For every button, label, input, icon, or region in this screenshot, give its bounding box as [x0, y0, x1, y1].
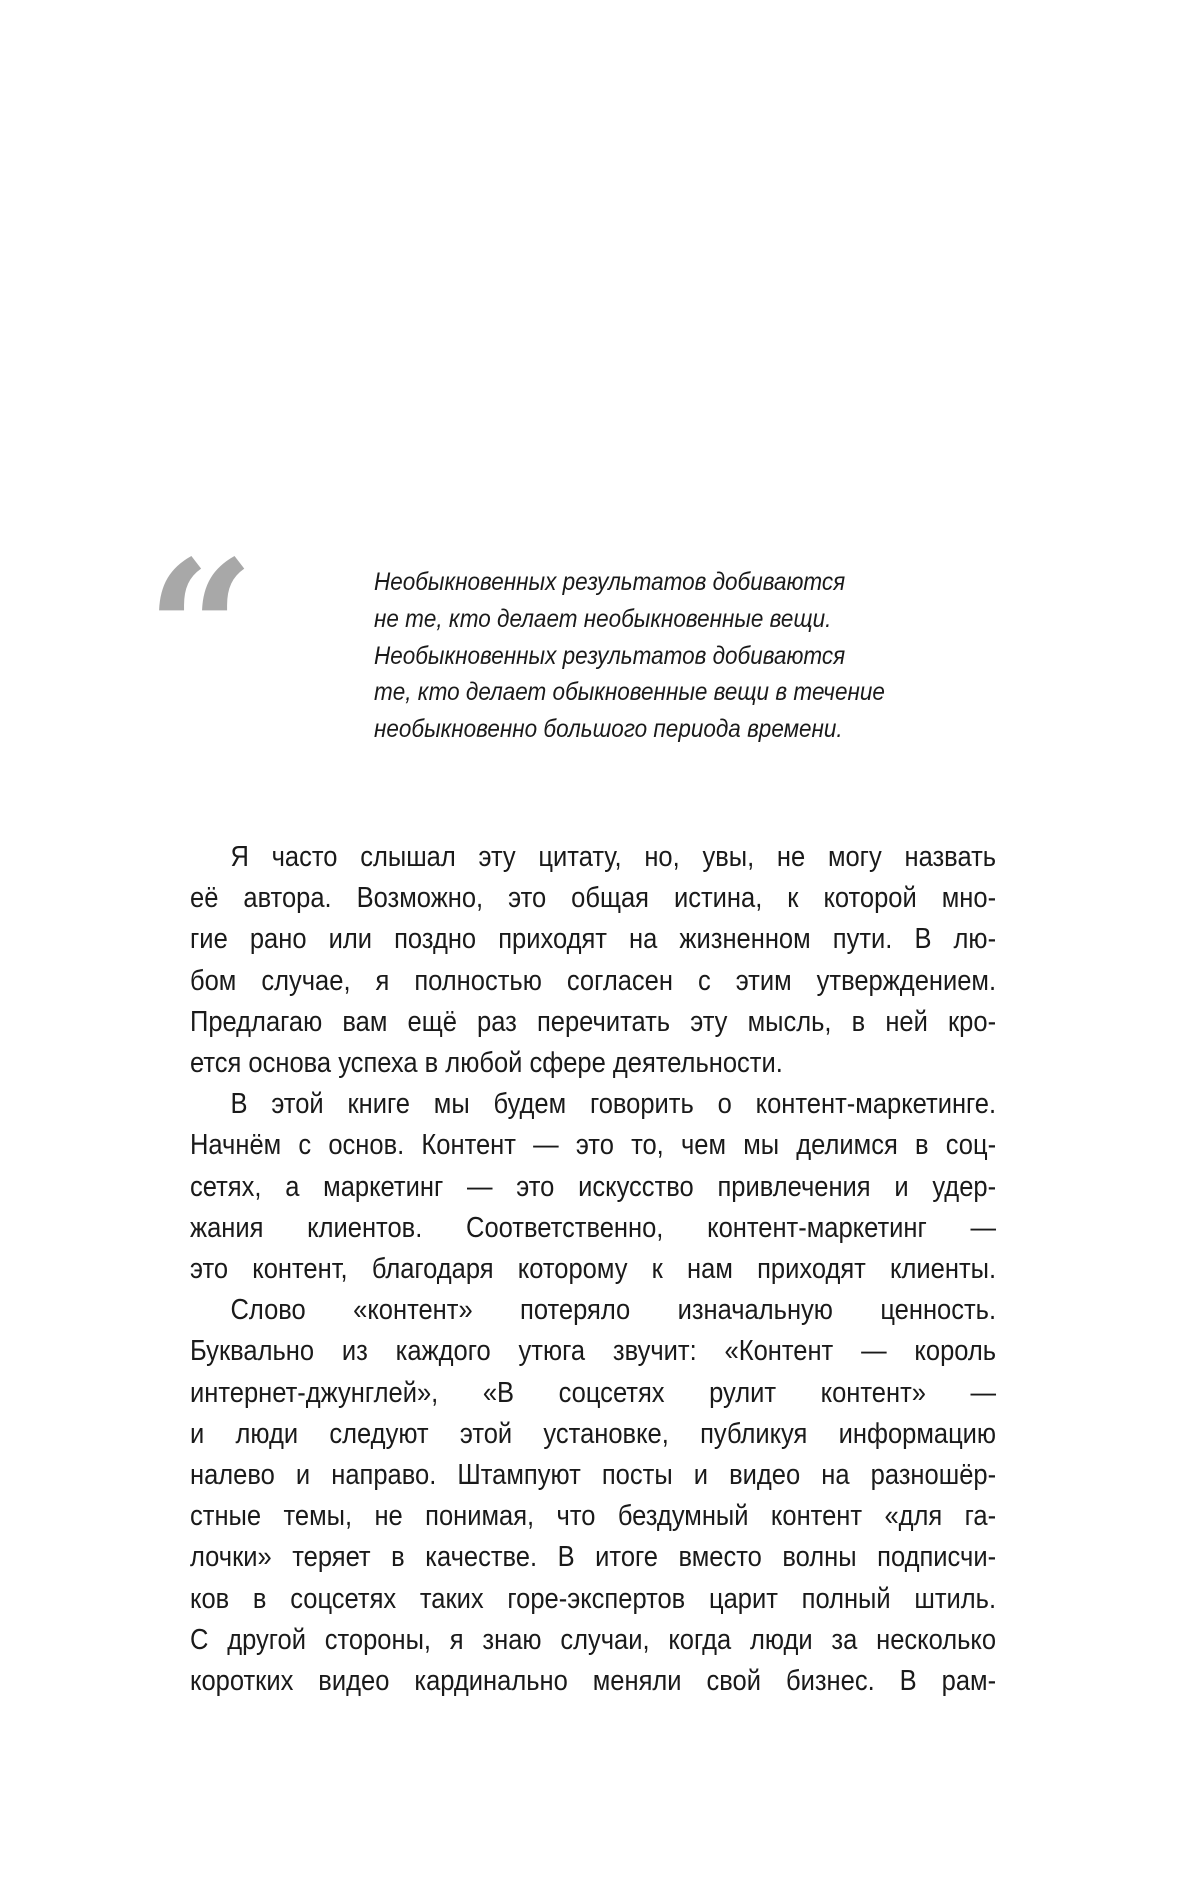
text-line: лочки» теряет в качестве. В итоге вместо волны подписчи-: [190, 1541, 997, 1574]
text-line: ков в соцсетях таких горе-экспертов царит полный штиль.: [190, 1582, 997, 1615]
body-text: [190, 837, 996, 1702]
text-line: коротких видео кардинально меняли свой бизнес. В рам-: [190, 1665, 997, 1698]
text-line: бом случае, я полностью согласен с этим утверждением.: [190, 964, 997, 997]
text-line: Я часто слышал эту цитату, но, увы, не могу назвать: [230, 841, 997, 873]
text-line: это контент, благодаря которому к нам приходят клиенты.: [190, 1253, 997, 1286]
text-line: Предлагаю вам ещё раз перечитать эту мысль, в ней кро-: [190, 1005, 997, 1038]
text-line: гие рано или поздно приходят на жизненном пути. В лю-: [190, 923, 997, 956]
text-line: Начнём с основ. Контент — это то, чем мы делимся в соц-: [190, 1129, 997, 1162]
quote-line: те, кто делает обыкновенные вещи в течение: [374, 678, 885, 707]
text-line: ется основа успеха в любой сфере деятельности.: [190, 1047, 783, 1080]
text-line: налево и направо. Штампуют посты и видео на разношёр-: [190, 1459, 997, 1492]
text-line: интернет-джунглей», «В соцсетях рулит контент» —: [190, 1376, 997, 1409]
quote-line: Необыкновенных результатов добиваются: [374, 568, 846, 596]
quote-line: необыкновенно большого периода времени.: [374, 715, 843, 744]
text-line: её автора. Возможно, это общая истина, к которой мно-: [190, 882, 997, 915]
text-line: С другой стороны, я знаю случаи, когда люди за несколько: [190, 1623, 997, 1656]
text-line: стные темы, не понимая, что бездумный контент «для га-: [190, 1500, 997, 1533]
text-line: В этой книге мы будем говорить о контент-маркетинге.: [230, 1088, 997, 1121]
epigraph-quote: [374, 564, 950, 748]
quotation-mark-icon: “: [146, 519, 256, 742]
text-line: сетях, а маркетинг — это искусство привлечения и удер-: [190, 1170, 997, 1203]
text-line: Слово «контент» потеряло изначальную ценность.: [230, 1294, 997, 1327]
quote-line: не те, кто делает необыкновенные вещи.: [374, 604, 832, 633]
text-line: жания клиентов. Соответственно, контент-маркетинг —: [190, 1211, 997, 1244]
text-line: и люди следуют этой установке, публикуя информацию: [190, 1417, 997, 1450]
text-line: Буквально из каждого утюга звучит: «Контент — король: [190, 1335, 997, 1368]
quote-line: Необыкновенных результатов добиваются: [374, 641, 846, 670]
